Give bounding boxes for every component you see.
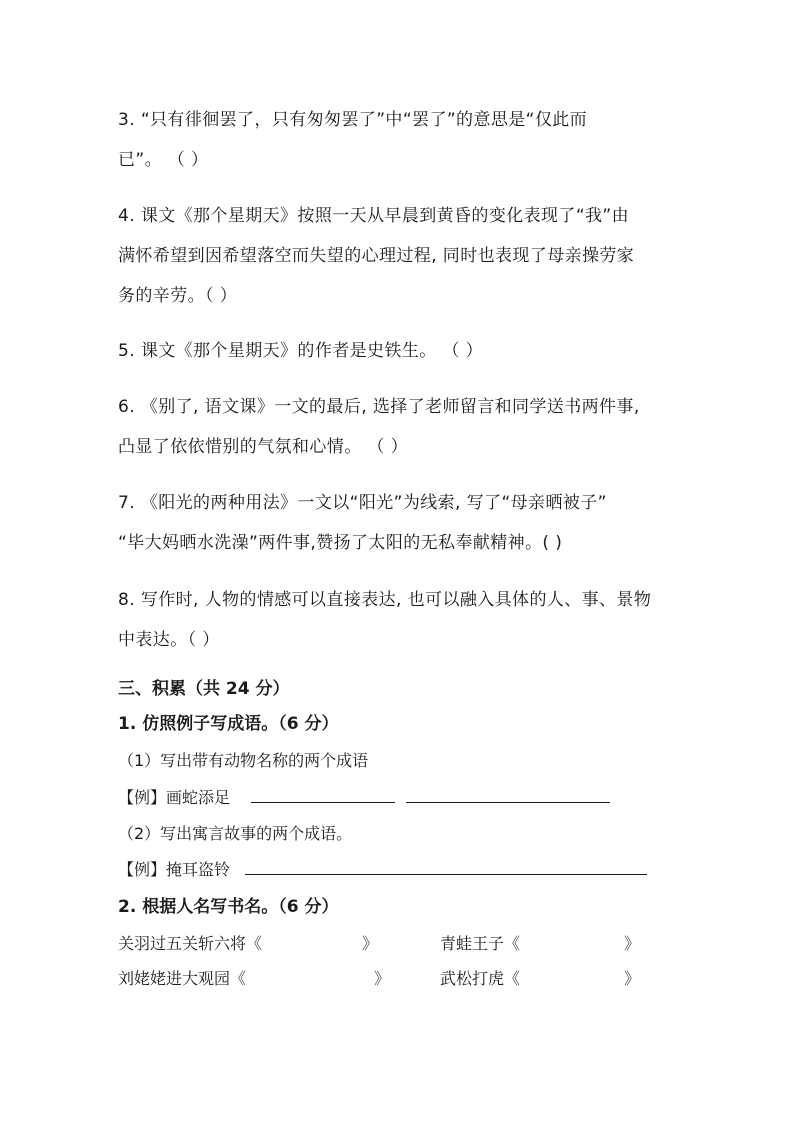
question-3-line-1: 3. “只有徘徊罢了，只有匆匆罢了”中“罢了”的意思是“仅此而 [118,110,588,130]
question-3 [118,100,698,180]
question-8-line-1: 8. 写作时, 人物的情感可以直接表达, 也可以融入具体的人、事、景物 [118,590,652,610]
section-3-q1-example1-row [118,786,610,810]
question-4-line-1: 4. 课文《那个星期天》按照一天从早晨到黄昏的变化表现了“我”由 [118,206,630,226]
section-3-q1-example1: 【例】画蛇添足 [118,788,231,807]
question-4 [118,196,698,316]
book-item-1-close: 》 [362,934,379,953]
section-3-q2-title: 2. 根据人名写书名。（6 分） [118,897,339,917]
question-4-line-2: 满怀希望到因希望落空而失望的心理过程, 同时也表现了母亲操劳家 [118,246,635,266]
section-3-q1-sub1: （1）写出带有动物名称的两个成语 [118,751,369,770]
book-item-4-open: 《 [504,969,521,988]
book-item-1 [118,932,378,956]
book-row-1 [118,932,678,956]
book-item-3-name: 刘姥姥进大观园 [118,969,231,988]
book-item-2 [440,932,640,956]
book-item-4-name: 武松打虎 [440,969,505,988]
book-item-2-open: 《 [504,934,521,953]
answer-blank-3[interactable] [245,858,647,875]
question-3-line-2: 已”。 （ ） [118,150,209,170]
question-4-line-3: 务的辛劳。（ ） [118,286,238,306]
answer-blank-1[interactable] [251,786,395,803]
book-item-4-close: 》 [624,969,641,988]
section-3-q1-example2-row [118,858,647,882]
book-item-4 [440,967,640,991]
question-6-line-2: 凸显了依依惜别的气氛和心情。 （ ） [118,437,409,457]
book-row-2 [118,967,678,991]
question-7 [118,483,698,563]
book-item-3-close: 》 [374,969,391,988]
question-7-line-2: “毕大妈晒水洗澡”两件事,赞扬了太阳的无私奉献精神。( ) [118,533,563,553]
section-3-title: 三、积累（共 24 分） [118,679,290,699]
section-3-q1-title: 1. 仿照例子写成语。（6 分） [118,714,339,734]
question-5 [118,331,698,371]
book-item-2-name: 青蛙王子 [440,934,505,953]
question-8-line-2: 中表达。（ ） [118,630,220,650]
question-7-line-1: 7. 《阳光的两种用法》一文以“阳光”为线索, 写了“母亲晒被子” [118,493,607,513]
book-item-2-close: 》 [624,934,641,953]
book-item-1-name: 关羽过五关斩六将 [118,934,247,953]
answer-blank-2[interactable] [406,786,610,803]
question-8 [118,580,698,660]
question-6 [118,387,698,467]
book-item-3 [118,967,390,991]
question-6-line-1: 6. 《别了, 语文课》一文的最后, 选择了老师留言和同学送书两件事, [118,397,640,417]
section-3-q1-sub2: （2）写出寓言故事的两个成语。 [118,824,353,843]
book-item-3-open: 《 [230,969,247,988]
section-3-q1-example2: 【例】掩耳盗铃 [118,860,231,879]
question-5-line-1: 5. 课文《那个星期天》的作者是史铁生。 （ ） [118,341,484,361]
book-item-1-open: 《 [246,934,263,953]
